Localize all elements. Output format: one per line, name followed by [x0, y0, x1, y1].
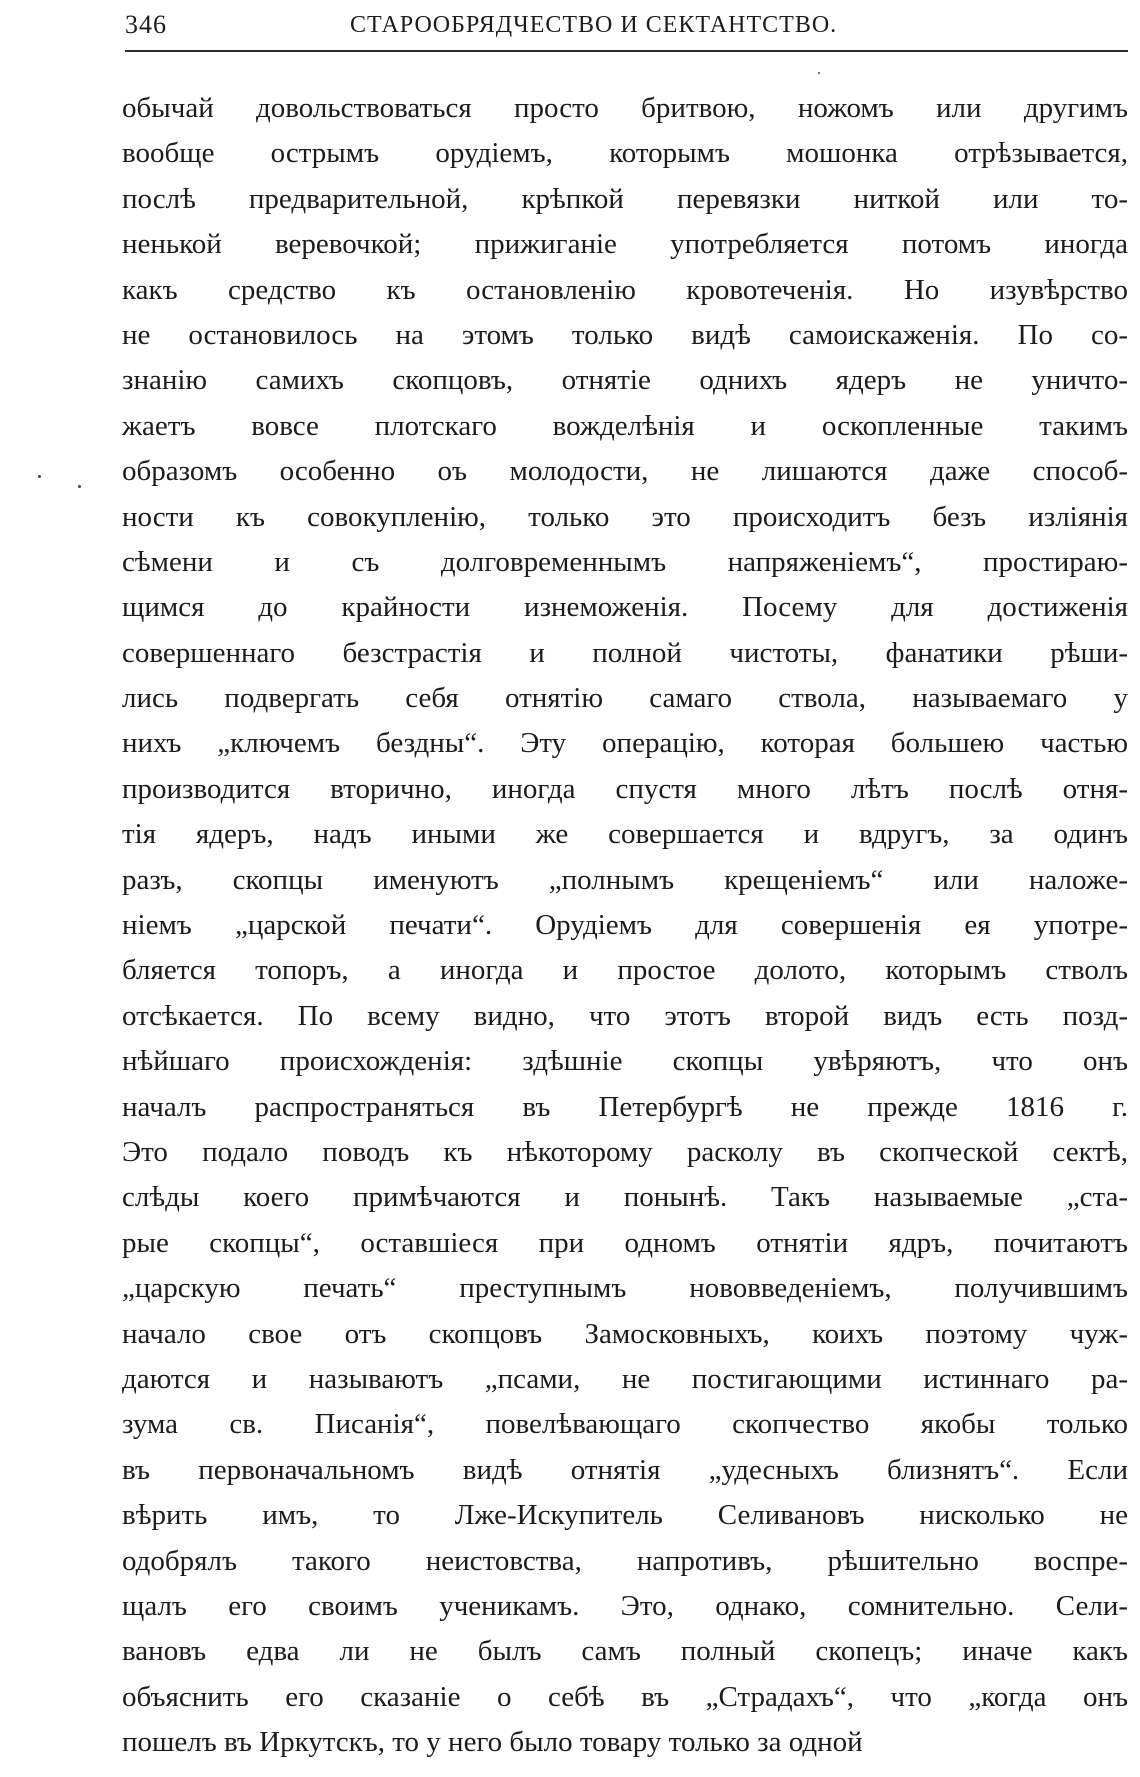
text-line: вообще острымъ орудіемъ, которымъ мошонка отрѣзывается,	[122, 137, 1128, 170]
running-head	[125, 8, 1125, 48]
margin-speck	[38, 475, 41, 478]
margin-speck	[818, 72, 820, 74]
text-line: даются и называютъ „псами, не постигающими истиннаго ра-	[122, 1362, 1128, 1395]
text-line: тія ядеръ, надъ иными же совершается и вдругъ, за одинъ	[122, 818, 1128, 851]
text-line: пошелъ въ Иркутскъ, то у него было товару только за одной	[122, 1726, 863, 1759]
text-line: сѣмени и съ долговременнымъ напряженіемъ“, простираю-	[122, 545, 1128, 578]
page-number: 346	[125, 10, 167, 39]
text-line: знанію самихъ скопцовъ, отнятіе однихъ ядеръ не уничто-	[122, 364, 1128, 397]
text-line: совершеннаго безстрастія и полной чистоты, фанатики рѣши-	[122, 636, 1128, 669]
text-line: жаетъ вовсе плотскаго вожделѣнія и оскопленные такимъ	[122, 409, 1128, 442]
text-line: „царскую печать“ преступнымъ нововведеніемъ, получившимъ	[122, 1272, 1128, 1305]
running-title: СТАРООБРЯДЧЕСТВО И СЕКТАНТСТВО.	[350, 12, 838, 38]
text-line: вѣрить имъ, то Лже-Искупитель Селивановъ нисколько не	[122, 1499, 1128, 1532]
margin-speck	[78, 485, 81, 488]
text-line: ности къ совокупленію, только это происходитъ безъ изліянія	[122, 500, 1128, 533]
text-line: Это подало поводъ къ нѣкоторому расколу въ скопческой сектѣ,	[122, 1135, 1128, 1168]
text-line: слѣды коего примѣчаются и понынѣ. Такъ называемые „ста-	[122, 1181, 1128, 1214]
header-rule	[125, 50, 1128, 52]
text-line: бляется топоръ, а иногда и простое долото, которымъ стволъ	[122, 954, 1128, 987]
text-line: вановъ едва ли не былъ самъ полный скопецъ; иначе какъ	[122, 1635, 1128, 1668]
text-line: одобрялъ такого неистовства, напротивъ, рѣшительно воспре-	[122, 1544, 1128, 1577]
text-line: зума св. Писанія“, повелѣвающаго скопчество якобы только	[122, 1408, 1128, 1441]
text-line: ніемъ „царской печати“. Орудіемъ для совершенія ея употре-	[122, 909, 1128, 942]
text-line: объяснить его сказаніе о себѣ въ „Страдахъ“, что „когда онъ	[122, 1680, 1128, 1713]
text-line: разъ, скопцы именуютъ „полнымъ крещеніемъ“ или наложе-	[122, 863, 1128, 896]
text-line: образомъ особенно оъ молодости, не лишаются даже способ-	[122, 455, 1128, 488]
text-line: не остановилось на этомъ только видѣ самоискаженія. По со-	[122, 318, 1128, 351]
text-line: лись подвергать себя отнятію самаго ствола, называемаго у	[122, 682, 1128, 715]
text-line: отсѣкается. По всему видно, что этотъ второй видъ есть позд-	[122, 999, 1128, 1032]
body-text	[122, 86, 1128, 1765]
text-line: рые скопцы“, оставшіеся при одномъ отнятіи ядръ, почитаютъ	[122, 1226, 1128, 1259]
text-line: нѣйшаго происхожденія: здѣшніе скопцы увѣряютъ, что онъ	[122, 1045, 1128, 1078]
text-line: началъ распространяться въ Петербургѣ не прежде 1816 г.	[122, 1090, 1128, 1123]
text-line: ненькой веревочкой; прижиганіе употребляется потомъ иногда	[122, 228, 1128, 261]
text-line: щалъ его своимъ ученикамъ. Это, однако, сомнительно. Сели-	[122, 1589, 1128, 1622]
text-line: щимся до крайности изнеможенія. Посему для достиженія	[122, 591, 1128, 624]
text-line: какъ средство къ остановленію кровотеченія. Но изувѣрство	[122, 273, 1128, 306]
text-line: послѣ предварительной, крѣпкой перевязки ниткой или то-	[122, 182, 1128, 215]
text-line: производится вторично, иногда спустя много лѣтъ послѣ отня-	[122, 772, 1128, 805]
text-line: въ первоначальномъ видѣ отнятія „удесныхъ близнятъ“. Если	[122, 1453, 1128, 1486]
text-line: обычай довольствоваться просто бритвою, ножомъ или другимъ	[122, 92, 1128, 124]
text-line: нихъ „ключемъ бездны“. Эту операцію, которая большею частью	[122, 727, 1128, 760]
text-line: начало свое отъ скопцовъ Замосковныхъ, коихъ поэтому чуж-	[122, 1317, 1128, 1350]
